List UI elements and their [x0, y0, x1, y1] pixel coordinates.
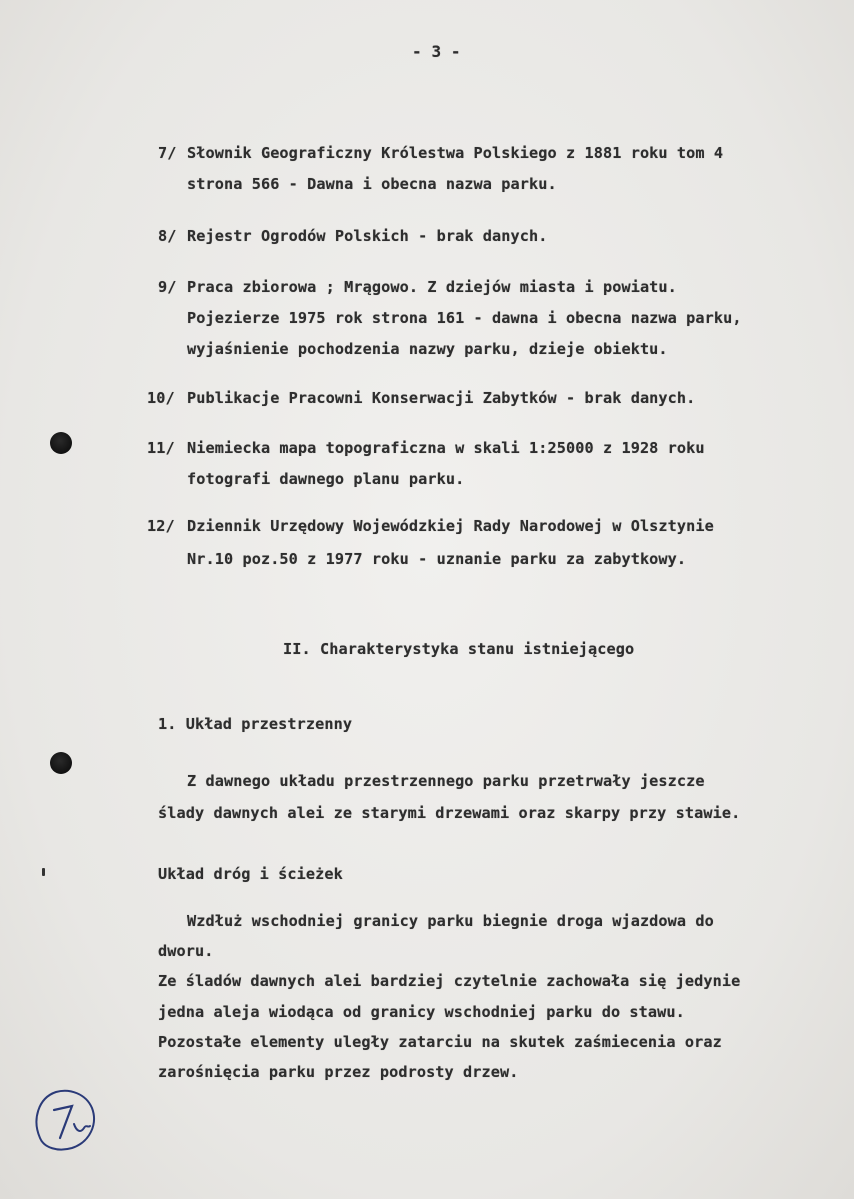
page-number: - 3 - [412, 42, 461, 61]
ref-7-line-2: strona 566 - Dawna i obecna nazwa parku. [187, 175, 557, 193]
subsection-spatial-layout: 1. Układ przestrzenny [158, 715, 353, 733]
ref-11-line-2: fotografi dawnego planu parku. [187, 470, 465, 488]
ref-8-number: 8/ [158, 227, 177, 245]
ref-9-line-2: Pojezierze 1975 rok strona 161 - dawna i obecna nazwa parku, [187, 309, 742, 327]
paragraph-2-line-4: jedna aleja wiodąca od granicy wschodniej parku do stawu. [158, 1003, 685, 1021]
ref-12-number: 12/ [147, 517, 175, 535]
ref-10-line-1: Publikacje Pracowni Konserwacji Zabytków - brak danych. [187, 389, 696, 407]
paragraph-1-line-1: Z dawnego układu przestrzennego parku przetrwały jeszcze [187, 772, 705, 790]
ref-11-line-1: Niemiecka mapa topograficzna w skali 1:25000 z 1928 roku [187, 439, 705, 457]
ref-9-line-3: wyjaśnienie pochodzenia nazwy parku, dzieje obiektu. [187, 340, 668, 358]
ref-7-number: 7/ [158, 144, 177, 162]
handwritten-annotation-icon [30, 1080, 102, 1152]
paragraph-1-line-2: ślady dawnych alei ze starymi drzewami oraz skarpy przy stawie. [158, 804, 741, 822]
paragraph-2-line-6: zarośnięcia parku przez podrosty drzew. [158, 1063, 519, 1081]
ref-12-line-1: Dziennik Urzędowy Wojewódzkiej Rady Narodowej w Olsztynie [187, 517, 714, 535]
ref-11-number: 11/ [147, 439, 175, 457]
section-heading: II. Charakterystyka stanu istniejącego [283, 640, 635, 658]
paragraph-2-line-2: dworu. [158, 942, 214, 960]
punch-hole-bottom [50, 752, 72, 774]
paragraph-2-line-1: Wzdłuż wschodniej granicy parku biegnie droga wjazdowa do [187, 912, 714, 930]
ref-7-line-1: Słownik Geograficzny Królestwa Polskiego z 1881 roku tom 4 [187, 144, 724, 162]
margin-mark [42, 868, 45, 876]
ref-12-line-2: Nr.10 poz.50 z 1977 roku - uznanie parku za zabytkowy. [187, 550, 687, 568]
ref-8-line-1: Rejestr Ogrodów Polskich - brak danych. [187, 227, 548, 245]
ref-9-number: 9/ [158, 278, 177, 296]
paragraph-2-line-5: Pozostałe elementy uległy zatarciu na skutek zaśmiecenia oraz [158, 1033, 722, 1051]
paragraph-2-line-3: Ze śladów dawnych alei bardziej czytelnie zachowała się jedynie [158, 972, 741, 990]
ref-9-line-1: Praca zbiorowa ; Mrągowo. Z dziejów miasta i powiatu. [187, 278, 677, 296]
ref-10-number: 10/ [147, 389, 175, 407]
punch-hole-top [50, 432, 72, 454]
subsection-roads-paths: Układ dróg i ścieżek [158, 865, 343, 883]
